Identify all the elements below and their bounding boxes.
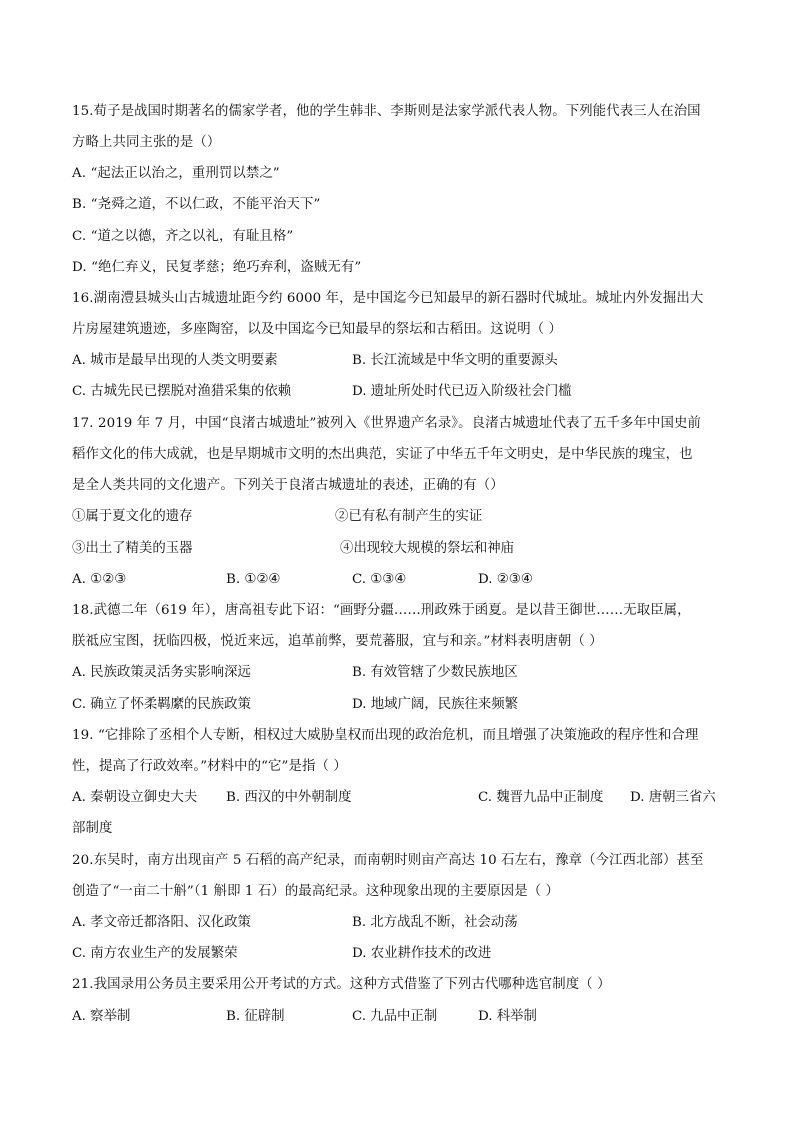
statement-3: ③出土了精美的玉器 [72,541,193,556]
option-d: D. ②③④ [478,572,533,587]
option-d: D. 唐朝三省六 [630,790,716,805]
question-stem-line: 20.东吴时，南方出现亩产 5 石稻的高产纪录，而南朝时则亩产高达 10 石左右，豫章（今江西北部）甚至 [72,853,704,868]
option-d-continuation: 部制度 [72,821,113,836]
statement-1: ①属于夏文化的遗存 [72,509,193,524]
question-stem-line: 19. “它排除了丞相个人专断，相权过大威胁皇权而出现的政治危机，而且增强了决策施政的程序性和合理 [72,728,699,743]
option-d: D. 农业耕作技术的改进 [352,946,492,961]
option-b: B. 长江流域是中华文明的重要源头 [352,353,558,368]
option-c: C. “道之以德，齐之以礼，有耻且格” [72,229,294,244]
option-b: B. 有效管辖了少数民族地区 [352,665,518,680]
statement-4: ④出现较大规模的祭坛和神庙 [340,541,515,556]
option-a: A. ①②③ [72,572,127,587]
question-stem-line: 16.湖南澧县城头山古城遗址距今约 6000 年，是中国迄今已知最早的新石器时代城址。城址内外发掘出大 [72,291,704,306]
question-stem-line: 18.武德二年（619 年），唐高祖专此下诏：“画野分疆……刑政殊于函夏。是以昔王御世……无取臣属， [72,603,691,618]
option-b: B. 北方战乱不断，社会动荡 [352,915,518,930]
question-stem-line: 稻作文化的伟大成就，也是早期城市文明的杰出典范，实证了中华五千年文明史，是中华民族的瑰宝，也 [72,447,693,462]
option-d: D. 科举制 [478,1009,537,1024]
question-stem-line: 片房屋建筑遗迹，多座陶窑，以及中国迄今已知最早的祭坛和古稻田。这说明（ ） [72,322,563,337]
option-b: B. ①②④ [226,572,281,587]
option-c: C. ①③④ [352,572,407,587]
question-stem-line: 21.我国录用公务员主要采用公开考试的方式。这种方式借鉴了下列古代哪种选官制度（ ） [72,977,611,992]
option-b: B. 征辟制 [226,1009,285,1024]
question-stem-line: 创造了“一亩二十斛”（1 斛即 1 石）的最高纪录。这种现象出现的主要原因是（ ） [72,884,560,899]
option-c: C. 魏晋九品中正制度 [478,790,604,805]
option-c: C. 南方农业生产的发展繁荣 [72,946,238,961]
option-d: D. “绝仁弃义，民复孝慈；绝巧弃利，盗贼无有” [72,260,362,275]
option-c: C. 古城先民已摆脱对渔猎采集的依赖 [72,384,292,399]
question-stem-line: 性，提高了行政效率。”材料中的“它”是指（ ） [72,759,347,774]
option-a: A. 孝文帝迁都洛阳、汉化政策 [72,915,251,930]
question-stem-line: 方略上共同主张的是（） [72,135,221,150]
question-stem-line: 15.荀子是战国时期著名的儒家学者，他的学生韩非、李斯则是法家学派代表人物。下列能代表三人在治国 [72,104,701,119]
question-stem-line: 17. 2019 年 7 月，中国“良渚古城遗址”被列入《世界遗产名录》。良渚古城遗址代表了五千多年中国史前 [72,416,701,431]
option-b: B. “尧舜之道，不以仁政，不能平治天下” [72,197,321,212]
option-c: C. 九品中正制 [352,1009,438,1024]
option-a: A. 察举制 [72,1009,131,1024]
option-a: A. “起法正以治之，重刑罚以禁之” [72,166,280,181]
option-c: C. 确立了怀柔羁縻的民族政策 [72,697,251,712]
option-a: A. 秦朝设立御史大夫 [72,790,198,805]
option-b: B. 西汉的中外朝制度 [226,790,352,805]
option-a: A. 城市是最早出现的人类文明要素 [72,353,278,368]
option-d: D. 地域广阔，民族往来频繁 [352,697,519,712]
option-d: D. 遗址所处时代已迈入阶级社会门槛 [352,384,572,399]
question-stem-line: 是全人类共同的文化遗产。下列关于良渚古城遗址的表述，正确的有（） [72,478,504,493]
statement-2: ②已有私有制产生的实证 [335,509,483,524]
question-stem-line: 朕祗应宝图，抚临四极，悦近来远，追革前弊，要荒蕃服，宜与和亲。”材料表明唐朝（ ） [72,634,603,649]
option-a: A. 民族政策灵活务实影响深远 [72,665,251,680]
